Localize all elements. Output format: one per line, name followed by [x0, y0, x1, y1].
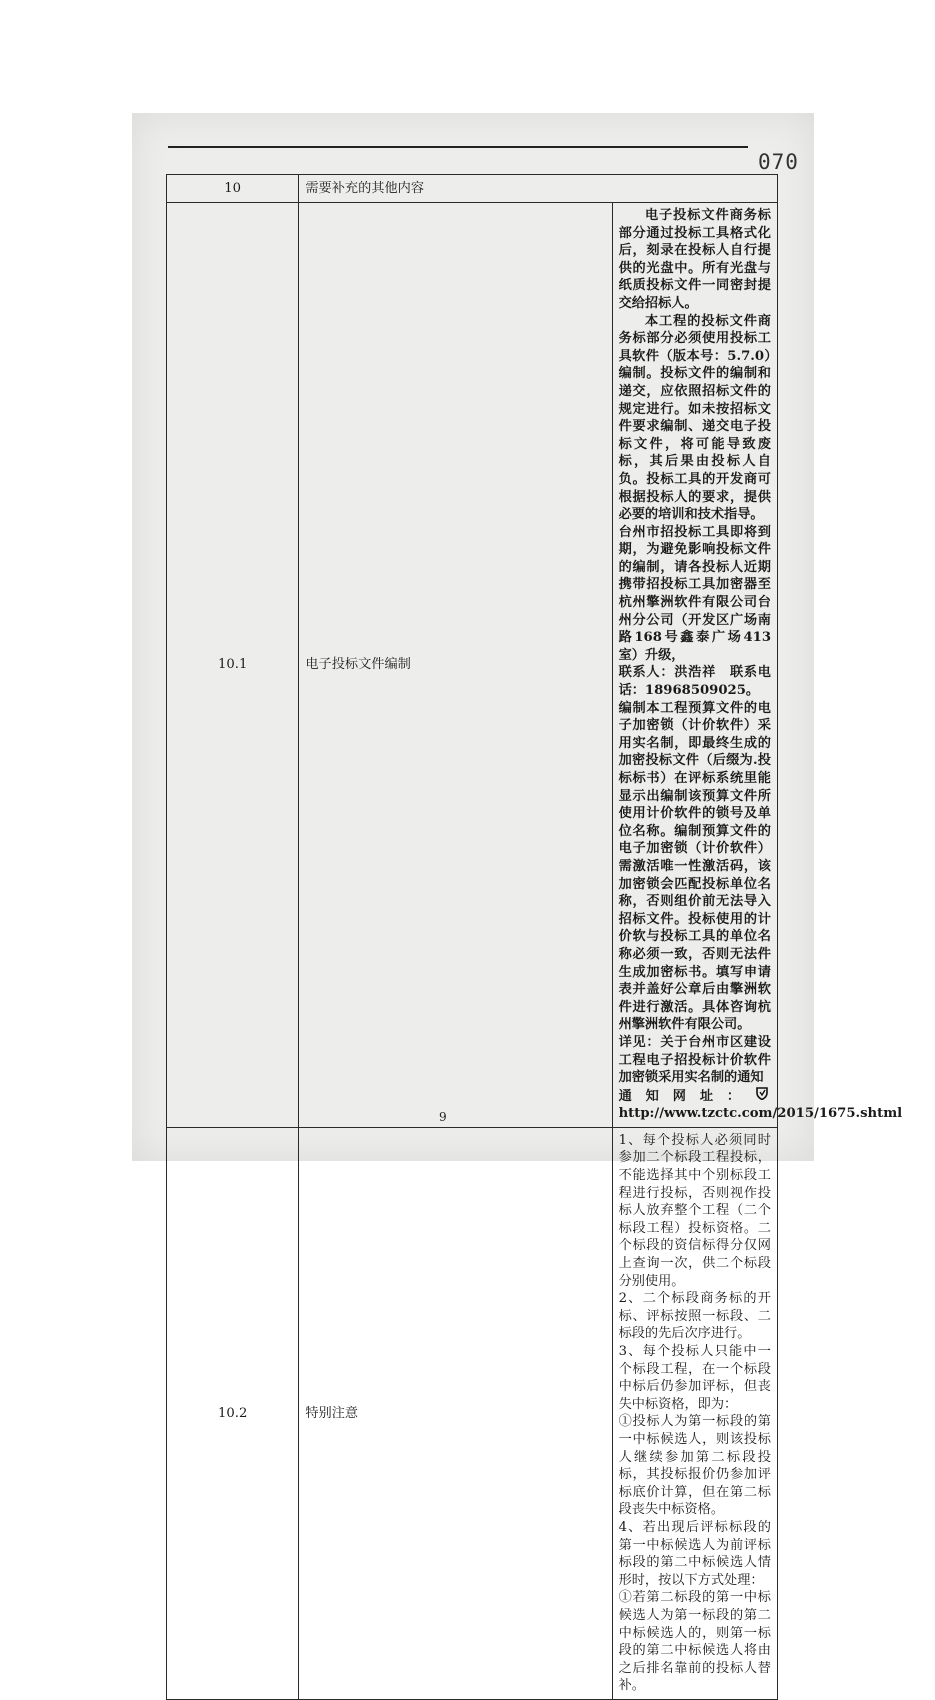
paragraph: 台州市招投标工具即将到期，为避免影响投标文件的编制，请各投标人近期携带招投标工具加密器至杭州擎洲软件有限公司台州分公司（开发区广场南路168号鑫泰广场413室）升级， — [618, 524, 771, 663]
paragraph: 本工程的投标文件商务标部分必须使用投标工具软件（版本号：5.7.0）编制。投标文件的编制和递交，应依照招标文件的规定进行。如未按招标文件要求编制、递交电子投标文件，将可能导致废标，其后果由投标人自负。投标工具的开发商可根据投标人的要求，提供必要的培训和技术指导。 — [618, 313, 771, 523]
paragraph: 详见：关于台州市区建设工程电子招投标计价软件加密锁采用实名制的通知 — [618, 1034, 771, 1086]
paragraph: ①若第二标段的第一中标候选人为第一标段的第二中标候选人的，则第一标段的第二中标候选人将由之后排名靠前的投标人替补。 — [618, 1590, 771, 1694]
paragraph: 3、每个投标人只能中一个标段工程，在一个标段中标后仍参加评标，但丧失中标资格，即为： — [618, 1344, 771, 1412]
paragraph: 2、二个标段商务标的开标、评标按照一标段、二标段的先后次序进行。 — [618, 1291, 771, 1342]
row-number: 10.2 — [167, 1127, 299, 1699]
paragraph: 4、若出现后评标标段的第一中标候选人为前评标标段的第二中标候选人情形时，按以下方式处理： — [618, 1519, 771, 1588]
page-stamp: 070 — [758, 150, 799, 174]
requirements-table — [166, 174, 903, 1700]
section-title: 需要补充的其他内容 — [299, 175, 778, 203]
page-number: 9 — [439, 1110, 447, 1124]
table-row — [167, 1127, 778, 1699]
table-row — [167, 203, 778, 1128]
row-content — [612, 1127, 777, 1699]
row-number: 10.1 — [167, 203, 299, 1128]
row-name: 特别注意 — [299, 1127, 612, 1699]
notice-link[interactable]: http://www.tzctc.com/2015/1675.shtml — [618, 1106, 903, 1122]
section-header-row — [167, 175, 778, 203]
paragraph: ①投标人为第一标段的第一中标候选人，则该投标人继续参加第二标段投标，其投标报价仍参加评标底价计算，但在第二标段丧失中标资格。 — [618, 1414, 771, 1518]
row-name: 电子投标文件编制 — [299, 203, 612, 1128]
paragraph: 编制本工程预算文件的电子加密锁（计价软件）采用实名制，即最终生成的加密投标文件（后缀为.投标标书）在评标系统里能显示出编制该预算文件所使用计价软件的锁号及单位名称。编制预算文件的电子加密锁（计价软件）需激活唯一性激活码，该加密锁会匹配投标单位名称，否则组价前无法导入招标文件。投标使用的计价软与投标工具的单位名称必须一致，否则无法件生成加密标书。填写申请表并盖好公章后由擎洲软件进行激活。具体咨询杭州擎洲软件有限公司。 — [618, 700, 771, 1033]
url-line — [618, 1087, 903, 1123]
shield-icon — [756, 1087, 768, 1100]
section-number: 10 — [167, 175, 299, 203]
header-rule — [168, 146, 748, 148]
url-label: 通知网址： — [618, 1088, 754, 1104]
row-content — [612, 203, 903, 1128]
paragraph: 电子投标文件商务标部分通过投标工具格式化后，刻录在投标人自行提供的光盘中。所有光盘与纸质投标文件一同密封提交给招标人。 — [618, 208, 771, 311]
contact-line: 联系人：洪浩祥 联系电话：18968509025。 — [618, 665, 771, 699]
paragraph: 1、每个投标人必须同时参加二个标段工程投标，不能选择其中个别标段工程进行投标，否则视作投标人放弃整个工程（二个标段工程）投标资格。二个标段的资信标得分仅网上查询一次，供二个标段分别使用。 — [618, 1132, 771, 1289]
